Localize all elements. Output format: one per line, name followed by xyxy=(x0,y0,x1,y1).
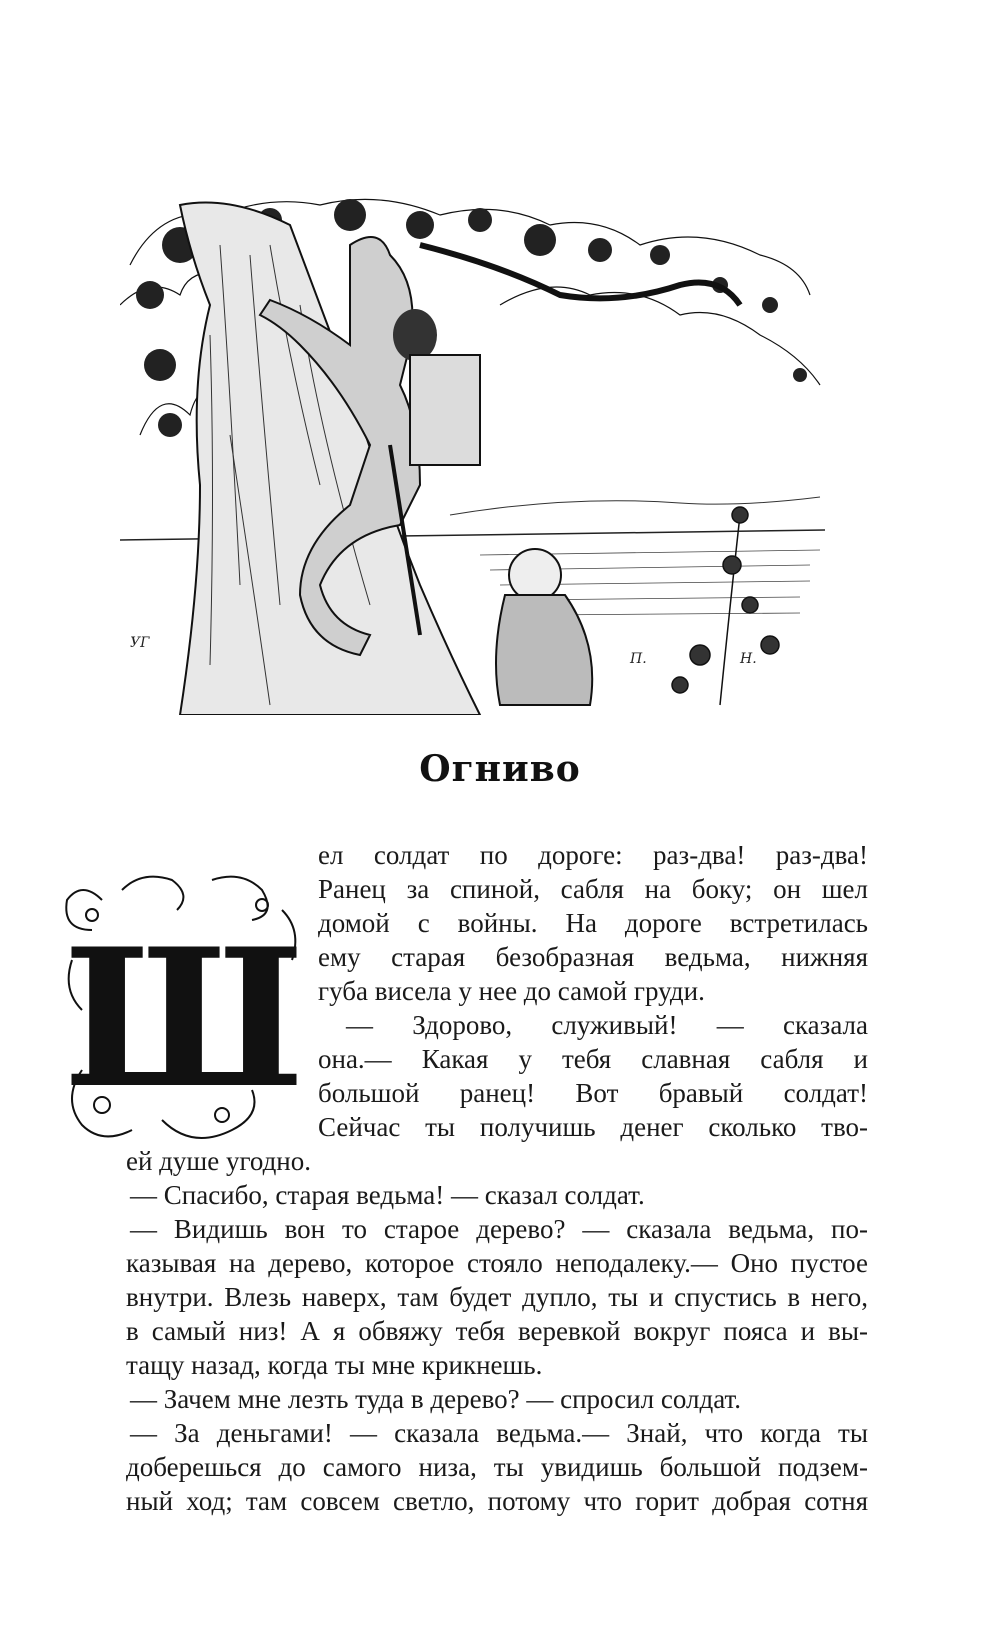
text-line: большой ранец! Вот бравый солдат! xyxy=(318,1078,868,1108)
tree-climbing-illustration xyxy=(120,185,825,715)
chapter-title: Огниво xyxy=(419,748,581,790)
text-line: — Здорово, служивый! — сказала xyxy=(346,1010,868,1040)
text-line: ей душе угодно. xyxy=(126,1146,312,1176)
text-line: — Видишь вон то старое дерево? — сказала ведьма, по- xyxy=(130,1214,868,1244)
artist-signature-left: УГ xyxy=(130,635,150,651)
artist-signature-mid: П. xyxy=(630,651,647,667)
text-line: казывая на дерево, которое стояло неподалеку.— Оно пустое xyxy=(126,1248,868,1278)
artist-signature-right: Н. xyxy=(740,651,757,667)
text-line: ему старая безобразная ведьма, нижняя xyxy=(318,942,868,972)
text-line: Сейчас ты получишь денег сколько тво- xyxy=(318,1112,868,1142)
drop-cap xyxy=(62,870,307,1155)
drop-cap-letter: Ш xyxy=(63,907,305,1130)
text-line: доберешься до самого низа, ты увидишь большой подзем- xyxy=(126,1452,868,1482)
text-line: ел солдат по дороге: раз-два! раз-два! xyxy=(318,840,868,870)
text-line: внутри. Влезь наверх, там будет дупло, ты и спустись в него, xyxy=(126,1282,868,1312)
text-line: тащу назад, когда ты мне крикнешь. xyxy=(126,1350,543,1380)
text-line: губа висела у нее до самой груди. xyxy=(318,976,705,1006)
text-line: — За деньгами! — сказала ведьма.— Знай, что когда ты xyxy=(130,1418,868,1448)
text-line: она.— Какая у тебя славная сабля и xyxy=(318,1044,868,1074)
text-line: в самый низ! А я обвяжу тебя веревкой вокруг пояса и вы- xyxy=(126,1316,868,1346)
text-line: ный ход; там совсем светло, потому что горит добрая сотня xyxy=(126,1486,868,1516)
text-line: домой с войны. На дороге встретилась xyxy=(318,908,868,938)
text-line: — Зачем мне лезть туда в дерево? — спросил солдат. xyxy=(130,1384,742,1414)
text-line: — Спасибо, старая ведьма! — сказал солдат. xyxy=(130,1180,645,1210)
text-line: Ранец за спиной, сабля на боку; он шел xyxy=(318,874,868,904)
